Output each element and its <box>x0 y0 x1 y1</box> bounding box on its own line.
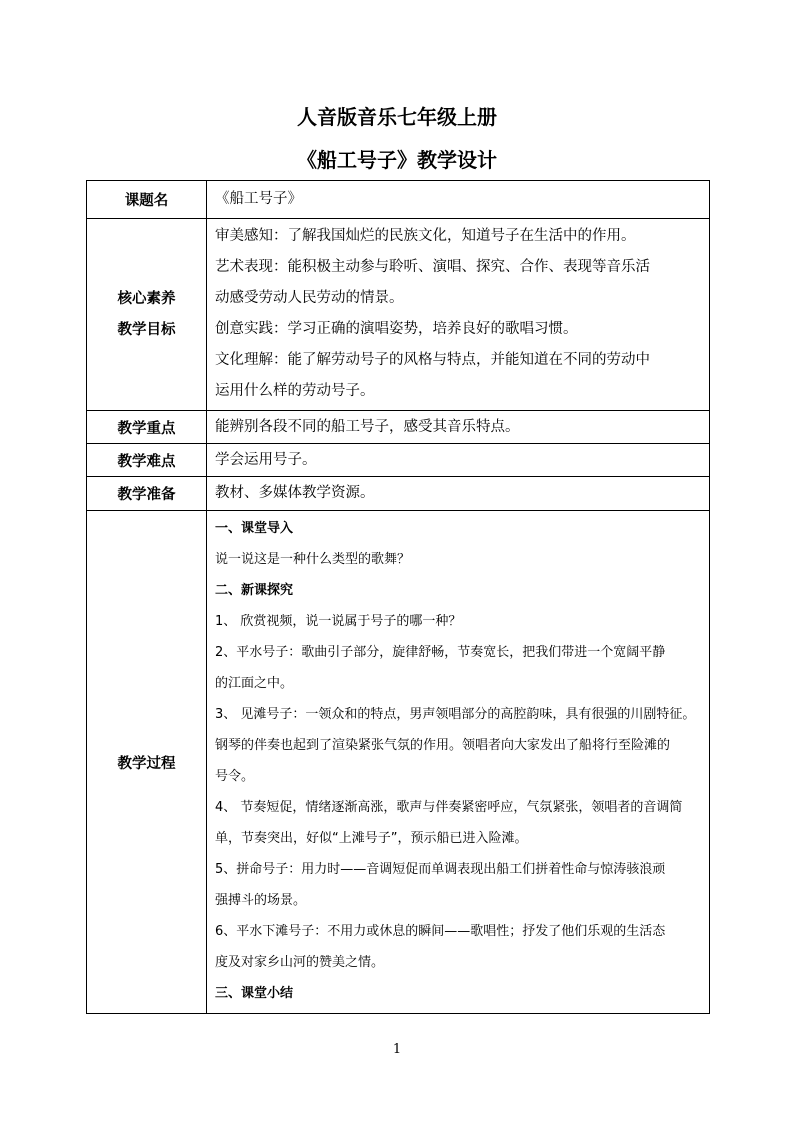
process-content <box>207 511 710 1014</box>
topic-label: 课题名 <box>87 181 207 219</box>
objectives-content <box>207 219 710 411</box>
document-subtitle: 《船工号子》教学设计 <box>297 148 497 172</box>
process-line: 度及对家乡山河的赞美之情。 <box>215 955 385 970</box>
table-row-objectives <box>87 219 710 411</box>
table-row-difficulties <box>87 444 710 477</box>
process-line: 3、 见滩号子：一领众和的特点，男声领唱部分的高腔韵味，具有很强的川剧特征。 <box>215 707 696 722</box>
key-points-label: 教学重点 <box>87 411 207 444</box>
objective-line: 审美感知：了解我国灿烂的民族文化，知道号子在生活中的作用。 <box>215 228 636 244</box>
process-line: 4、 节奏短促，情绪逐渐高涨，歌声与伴奏紧密呼应，气氛紧张，领唱者的音调简 <box>215 800 683 815</box>
table-row-key-points <box>87 411 710 444</box>
process-line: 单，节奏突出，好似“上滩号子”，预示船已进入险滩。 <box>215 831 528 846</box>
difficulties-value: 学会运用号子。 <box>215 451 317 468</box>
table-row-topic <box>87 181 710 219</box>
preparation-label: 教学准备 <box>87 477 207 511</box>
objective-line: 文化理解：能了解劳动号子的风格与特点，并能知道在不同的劳动中 <box>215 352 650 368</box>
table-row-preparation <box>87 477 710 511</box>
topic-value: 《船工号子》 <box>215 191 302 207</box>
objectives-label-line1: 核心素养 <box>117 290 176 307</box>
page-number: 1 <box>392 1042 402 1057</box>
objective-line: 艺术表现：能积极主动参与聆听、演唱、探究、合作、表现等音乐活 <box>215 259 650 275</box>
objective-line: 创意实践：学习正确的演唱姿势，培养良好的歌唱习惯。 <box>215 321 578 337</box>
difficulties-label: 教学难点 <box>87 444 207 477</box>
process-heading: 一、课堂导入 <box>215 521 294 536</box>
process-heading: 二、新课探究 <box>215 583 294 598</box>
objective-line: 运用什么样的劳动号子。 <box>215 383 375 399</box>
process-line: 2、平水号子：歌曲引子部分，旋律舒畅，节奏宽长，把我们带进一个宽阔平静 <box>215 645 666 660</box>
process-line: 钢琴的伴奏也起到了渲染紧张气氛的作用。领唱者向大家发出了船将行至险滩的 <box>215 738 671 753</box>
process-line: 的江面之中。 <box>215 676 294 691</box>
document-title: 人音版音乐七年级上册 <box>297 105 497 129</box>
process-line: 说一说这是一种什么类型的歌舞？ <box>215 552 411 567</box>
process-line: 1、 欣赏视频，说一说属于号子的哪一种？ <box>215 614 462 629</box>
process-heading: 三、课堂小结 <box>215 986 294 1001</box>
objectives-label <box>87 219 207 411</box>
process-line: 5、拼命号子：用力时——音调短促而单调表现出船工们拼着性命与惊涛骇浪顽 <box>215 862 666 877</box>
key-points-value: 能辨别各段不同的船工号子，感受其音乐特点。 <box>215 418 520 435</box>
process-label: 教学过程 <box>87 511 207 1014</box>
process-line: 强搏斗的场景。 <box>215 893 307 908</box>
lesson-plan-table <box>86 180 710 1014</box>
table-row-process <box>87 511 710 1014</box>
process-line: 号令。 <box>215 769 255 784</box>
preparation-value: 教材、多媒体教学资源。 <box>215 485 375 501</box>
objective-line: 动感受劳动人民劳动的情景。 <box>215 290 404 306</box>
process-line: 6、平水下滩号子：不用力或休息的瞬间——歌唱性；抒发了他们乐观的生活态 <box>215 924 666 939</box>
objectives-label-line2: 教学目标 <box>117 321 176 338</box>
